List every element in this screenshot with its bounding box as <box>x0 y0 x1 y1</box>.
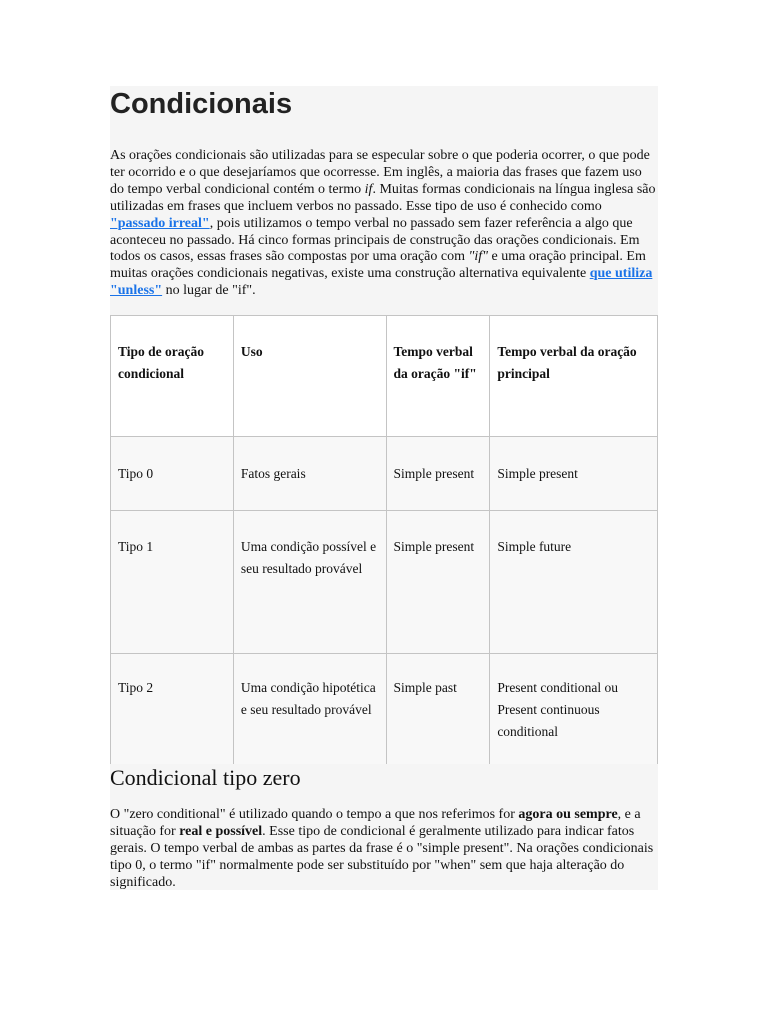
table-row <box>111 437 658 511</box>
intro-text-3: , pois utilizamos o tempo verbal no passado sem fazer referência a algo que aconteceu no passado. Há cinco formas principais de construção das orações condicionais. Em todos os casos, essas frases são compostas por uma oração com <box>110 215 640 265</box>
table-cell: Simple past <box>386 654 490 794</box>
intro-if-term: if <box>364 181 373 197</box>
table-header-row <box>111 316 658 437</box>
intro-text-5: no lugar de "if". <box>162 283 256 299</box>
table-cell: Simple present <box>386 511 490 654</box>
intro-if-quoted: "if" <box>468 249 489 265</box>
zero-conditional-paragraph <box>110 807 658 892</box>
zero-bold-1: agora ou sempre <box>518 807 618 822</box>
table-cell: Simple future <box>490 511 658 654</box>
table-cell: Tipo 2 <box>111 654 234 794</box>
table-cell: Present conditional ou Present continuous conditional <box>490 654 658 794</box>
zero-text-1: O "zero conditional" é utilizado quando o tempo a que nos referimos for <box>110 807 519 822</box>
table-cell: Simple present <box>386 437 490 511</box>
header-if-tense: Tempo verbal da oração "if" <box>386 316 490 437</box>
table-cell: Tipo 1 <box>111 511 234 654</box>
section-heading: Condicional tipo zero <box>110 765 301 790</box>
table-cell: Tipo 0 <box>111 437 234 511</box>
zero-bold-2: real e possível <box>179 823 263 839</box>
zero-text-2: , e a situação for <box>110 807 641 839</box>
intro-text-1: As orações condicionais são utilizadas para se especular sobre o que poderia ocorrer, o que pode ter ocorrido e o que desejaríamos que ocorresse. Em inglês, a maioria das frases que fazem uso do tempo verbal condicional contém o termo <box>110 148 650 197</box>
header-uso: Uso <box>233 316 386 437</box>
passado-irreal-link[interactable]: "passado irreal" <box>110 215 210 231</box>
table-cell: Uma condição possível e seu resultado provável <box>233 511 386 654</box>
table-cell: Uma condição hipotética e seu resultado provável <box>233 654 386 794</box>
header-main-tense: Tempo verbal da oração principal <box>490 316 658 437</box>
intro-section <box>110 86 658 316</box>
table-cell: Fatos gerais <box>233 437 386 511</box>
zero-conditional-section <box>110 764 658 890</box>
zero-text-3: . Esse tipo de condicional é geralmente utilizado para indicar fatos gerais. O tempo verbal de ambas as partes da frase é o "simple present". Na orações condicionais tipo 0, o termo "if" normalmente pode ser substituído por "when" sem que haja alteração do significado. <box>110 823 654 890</box>
table-cell: Simple present <box>490 437 658 511</box>
intro-text-2: . Muitas formas condicionais na língua inglesa são utilizadas em frases que incluem verbos no passado. Esse tipo de uso é conhecido como <box>110 181 656 214</box>
unless-link[interactable]: que utiliza "unless" <box>110 266 653 299</box>
intro-text-4: e uma oração principal. Em muitas orações condicionais negativas, existe uma construção alternativa equivalente <box>110 249 646 282</box>
page-title: Condicionais <box>110 88 293 120</box>
conditionals-table <box>110 315 658 794</box>
table-row <box>111 511 658 654</box>
intro-paragraph <box>110 148 658 300</box>
header-tipo: Tipo de oração condicional <box>111 316 234 437</box>
